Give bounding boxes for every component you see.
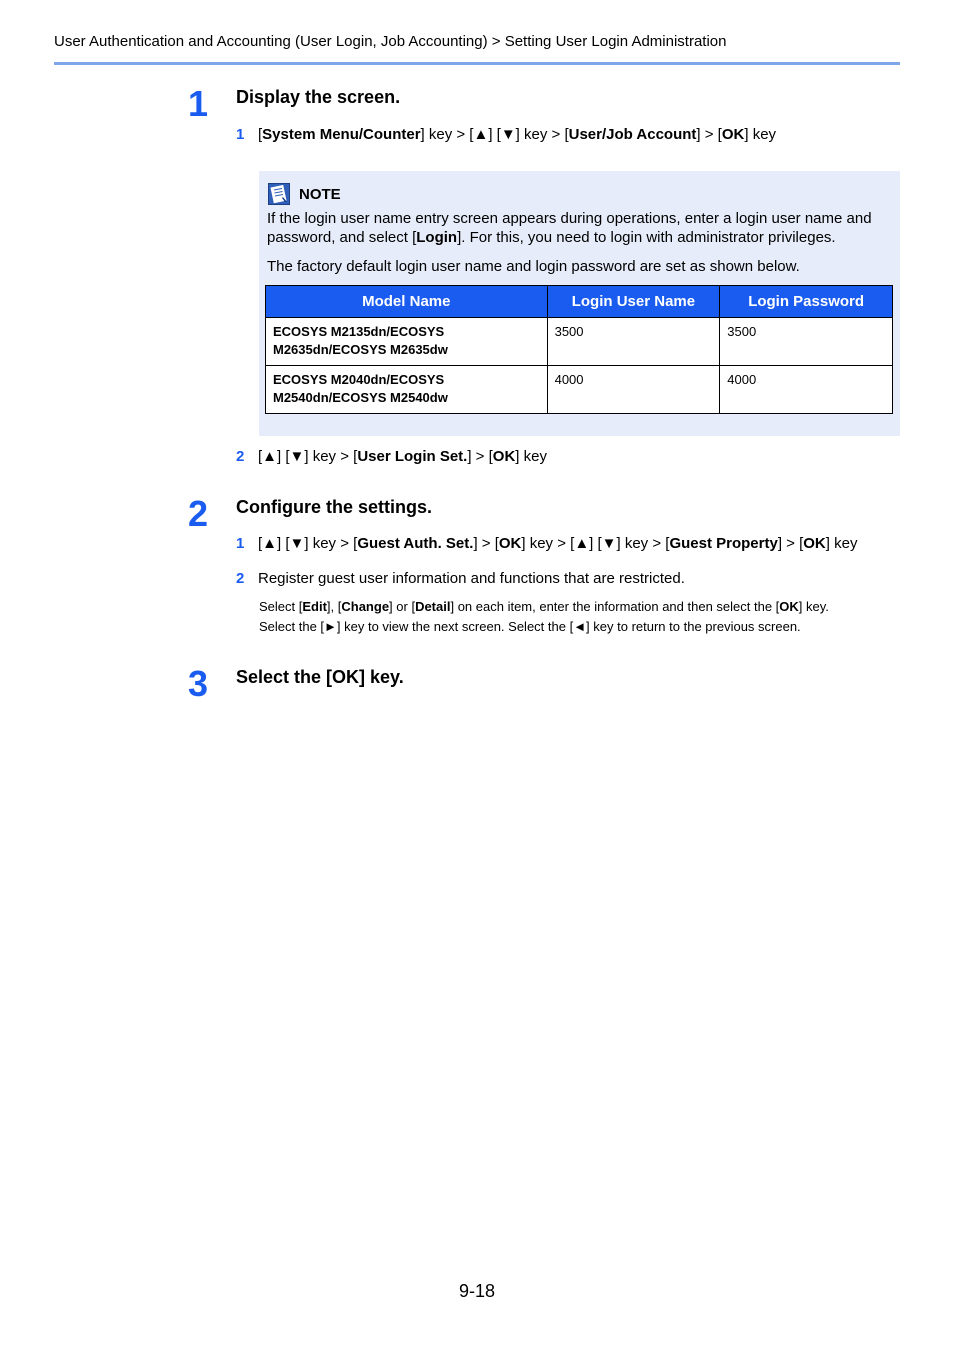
default-login-table [265, 285, 893, 414]
step-2-detail [259, 597, 909, 637]
substep-number: 2 [236, 570, 245, 587]
detail-line-2: Select the [►] key to view the next screen. Select the [◄] key to return to the previous screen. [259, 619, 801, 634]
step-1-number: 1 [188, 83, 209, 124]
step-2-substep-1: 1 [▲] [▼] key > [Guest Auth. Set.] > [OK] key > [▲] [▼] key > [Guest Property] > [OK] key [236, 535, 858, 552]
substep-number: 1 [236, 535, 245, 552]
note-paragraph-1: If the login user name entry screen appears during operations, enter a login user name and password, and select [Login]. For this, you need to login with administrator privileges. [267, 210, 872, 246]
cell-login-password: 3500 [720, 318, 893, 366]
key-login: Login [416, 229, 458, 246]
step-2-number: 2 [188, 493, 209, 534]
step-3-number: 3 [188, 663, 209, 704]
key-ok: OK [721, 126, 745, 143]
note-paragraph-2: The factory default login user name and login password are set as shown below. [267, 258, 800, 275]
cell-login-user-name: 4000 [547, 366, 720, 414]
key-change: Change [341, 599, 390, 614]
header-rule [54, 62, 900, 65]
note-label: NOTE [299, 185, 341, 203]
column-header-login-password: Login Password [720, 286, 893, 318]
cell-login-password: 4000 [720, 366, 893, 414]
table-row [266, 318, 893, 366]
substep-number: 2 [236, 448, 245, 465]
step-1-title: Display the screen. [236, 87, 401, 107]
key-ok: OK [803, 535, 826, 552]
cell-model-name: ECOSYS M2135dn/ECOSYS M2635dn/ECOSYS M2635dw [266, 318, 548, 366]
step-2-substep-2: 2 Register guest user information and functions that are restricted. [236, 570, 685, 587]
step-1-substep-1: 1 [System Menu/Counter] key > [▲] [▼] key > [User/Job Account] > [OK] key [236, 126, 777, 143]
column-header-model-name: Model Name [266, 286, 548, 318]
step-3-title: Select the [OK] key. [236, 667, 404, 687]
breadcrumb: User Authentication and Accounting (User Login, Job Accounting) > Setting User Login Administration [54, 33, 727, 50]
substep-number: 1 [236, 126, 245, 143]
cell-model-name: ECOSYS M2040dn/ECOSYS M2540dn/ECOSYS M2540dw [266, 366, 548, 414]
detail-line-1: Select [Edit], [Change] or [Detail] on each item, enter the information and then select the [OK] key. [259, 599, 829, 614]
key-ok: OK [779, 599, 799, 614]
key-ok: OK [498, 535, 522, 552]
key-detail: Detail [415, 599, 451, 614]
step-1-substep-2: 2 [▲] [▼] key > [User Login Set.] > [OK] key [236, 448, 547, 465]
table-header-row [266, 286, 893, 318]
note-icon [268, 183, 290, 205]
note-box [259, 171, 900, 436]
key-ok: OK [492, 448, 516, 465]
column-header-login-user-name: Login User Name [547, 286, 720, 318]
key-user-job-account: User/Job Account [568, 126, 697, 143]
page-number: 9-18 [458, 1281, 496, 1301]
key-user-login-set: User Login Set. [357, 448, 468, 465]
table-row [266, 366, 893, 414]
key-guest-auth-set: Guest Auth. Set. [357, 535, 474, 552]
cell-login-user-name: 3500 [547, 318, 720, 366]
step-2-title: Configure the settings. [236, 497, 433, 517]
key-edit: Edit [302, 599, 327, 614]
key-system-menu-counter: System Menu/Counter [262, 126, 421, 143]
key-guest-property: Guest Property [669, 535, 778, 552]
